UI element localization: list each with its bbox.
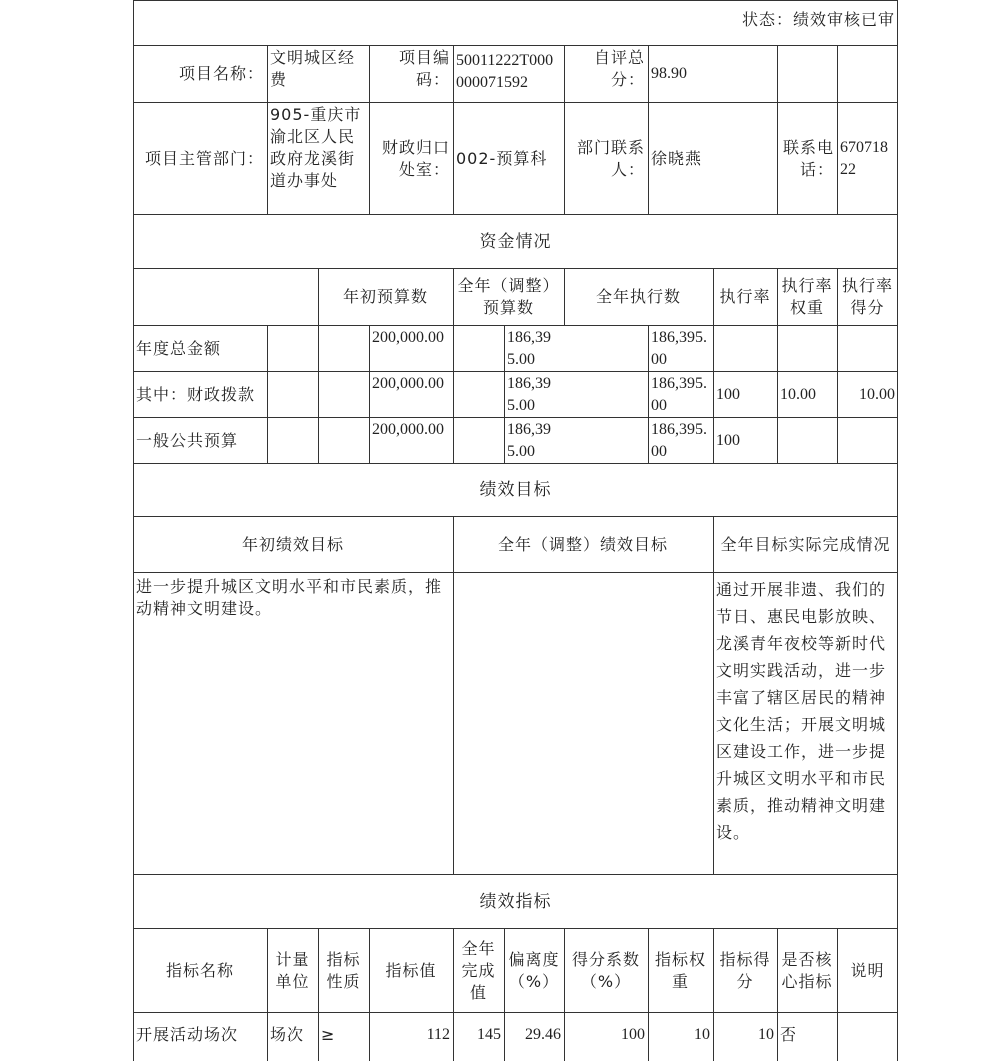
funds-row-rate <box>713 326 777 371</box>
funds-row-label: 一般公共预算 <box>136 430 239 450</box>
indicator-weight: 10 <box>694 1026 710 1043</box>
contact-person-label: 部门联系人： <box>576 137 645 179</box>
funds-row-label: 其中：财政拨款 <box>136 384 256 404</box>
finance-office-value: 002-预算科 <box>456 148 548 168</box>
finance-office-label: 财政归口处室： <box>381 137 450 179</box>
indicator-header-score: 指标得分 <box>719 949 771 991</box>
indicator-header-value: 指标值 <box>385 960 437 980</box>
project-name-label: 项目名称： <box>178 64 264 83</box>
funds-row-executed: 186,395.00 <box>651 375 707 414</box>
goals-section-title: 绩效目标 <box>479 480 552 500</box>
funds-row-adjusted: 186,395.00 <box>507 329 551 368</box>
funds-row-score <box>837 326 898 371</box>
funds-row-weight <box>777 418 837 463</box>
indicator-completed: 145 <box>477 1026 501 1043</box>
goals-actual-header: 全年目标实际完成情况 <box>720 534 891 554</box>
funds-row-executed: 186,395.00 <box>651 329 707 368</box>
funds-row-adjusted: 186,395.00 <box>507 375 551 414</box>
goals-initial-header: 年初绩效目标 <box>241 534 344 554</box>
indicator-header-nature: 指标性质 <box>326 949 361 991</box>
funds-row-rate: 100 <box>716 431 740 449</box>
funds-row-adjusted: 186,395.00 <box>507 421 551 460</box>
indicator-score: 10 <box>758 1026 774 1043</box>
funds-header-weight: 执行率权重 <box>781 276 833 317</box>
funds-header-initial: 年初预算数 <box>342 287 428 306</box>
goals-adjusted-header: 全年（调整）绩效目标 <box>497 534 668 554</box>
status-label: 状态：绩效审核已审 <box>741 10 895 29</box>
funds-header-adjusted: 全年（调整）预算数 <box>457 276 560 317</box>
indicator-nature: ≥ <box>321 1025 336 1044</box>
funds-row-executed: 186,395.00 <box>651 421 707 460</box>
funds-header-score: 执行率得分 <box>841 276 893 317</box>
funds-row-weight <box>777 326 837 371</box>
self-score-label: 自评总分： <box>593 48 645 89</box>
project-name-value: 文明城区经费 <box>270 48 356 89</box>
funds-row-initial: 200,000.00 <box>372 421 444 438</box>
indicator-header-deviation: 偏离度（%） <box>508 949 560 991</box>
funds-row-initial: 200,000.00 <box>372 375 444 392</box>
phone-label: 联系电话： <box>782 137 834 179</box>
indicator-header-note: 说明 <box>850 960 885 980</box>
self-score-value: 98.90 <box>651 65 687 82</box>
goals-actual-text: 通过开展非遗、我们的节日、惠民电影放映、龙溪青年夜校等新时代文明实践活动，进一步丰富了辖区居民的精神文化生活；开展文明城区建设工作，进一步提升城区文明水平和市民素质，推动精神文明建设。 <box>716 580 887 842</box>
indicator-header-coef: 得分系数（%） <box>571 949 640 991</box>
funds-header-executed: 全年执行数 <box>595 287 681 306</box>
indicator-header-core: 是否核心指标 <box>781 949 833 991</box>
funds-row-score: 10.00 <box>859 385 895 403</box>
funds-row-rate: 100 <box>716 385 740 403</box>
indicator-unit: 场次 <box>270 1025 305 1044</box>
indicator-value: 112 <box>426 1026 450 1043</box>
contact-person-value: 徐晓燕 <box>651 148 703 168</box>
indicator-note <box>837 1013 898 1057</box>
phone-value: 67071822 <box>840 138 888 178</box>
performance-report-sheet <box>133 0 898 1061</box>
funds-row-initial: 200,000.00 <box>372 329 444 346</box>
goals-initial-text: 进一步提升城区文明水平和市民素质，推动精神文明建设。 <box>136 577 443 618</box>
funds-row-score <box>837 418 898 463</box>
dept-label: 项目主管部门： <box>144 148 264 168</box>
indicators-section-title: 绩效指标 <box>479 891 552 912</box>
indicator-header-completed: 全年完成值 <box>461 938 496 1002</box>
indicator-deviation: 29.46 <box>525 1026 561 1043</box>
project-code-label: 项目编码： <box>398 48 450 89</box>
indicator-header-unit: 计量单位 <box>275 949 310 991</box>
funds-header-rate: 执行率 <box>719 287 771 306</box>
indicator-header-name: 指标名称 <box>165 960 234 980</box>
indicator-core: 否 <box>780 1025 798 1044</box>
indicator-header-weight: 指标权重 <box>654 949 706 991</box>
funds-section-title: 资金情况 <box>479 231 552 252</box>
indicator-name: 开展活动场次 <box>136 1025 239 1044</box>
indicator-coef: 100 <box>621 1026 645 1043</box>
project-code-value: 50011222T000000071592 <box>456 52 554 91</box>
goals-adjusted-text <box>453 575 713 874</box>
funds-row-weight: 10.00 <box>780 385 816 403</box>
dept-value: 905-重庆市渝北区人民政府龙溪街道办事处 <box>270 105 362 190</box>
funds-row-label: 年度总金额 <box>136 338 222 358</box>
